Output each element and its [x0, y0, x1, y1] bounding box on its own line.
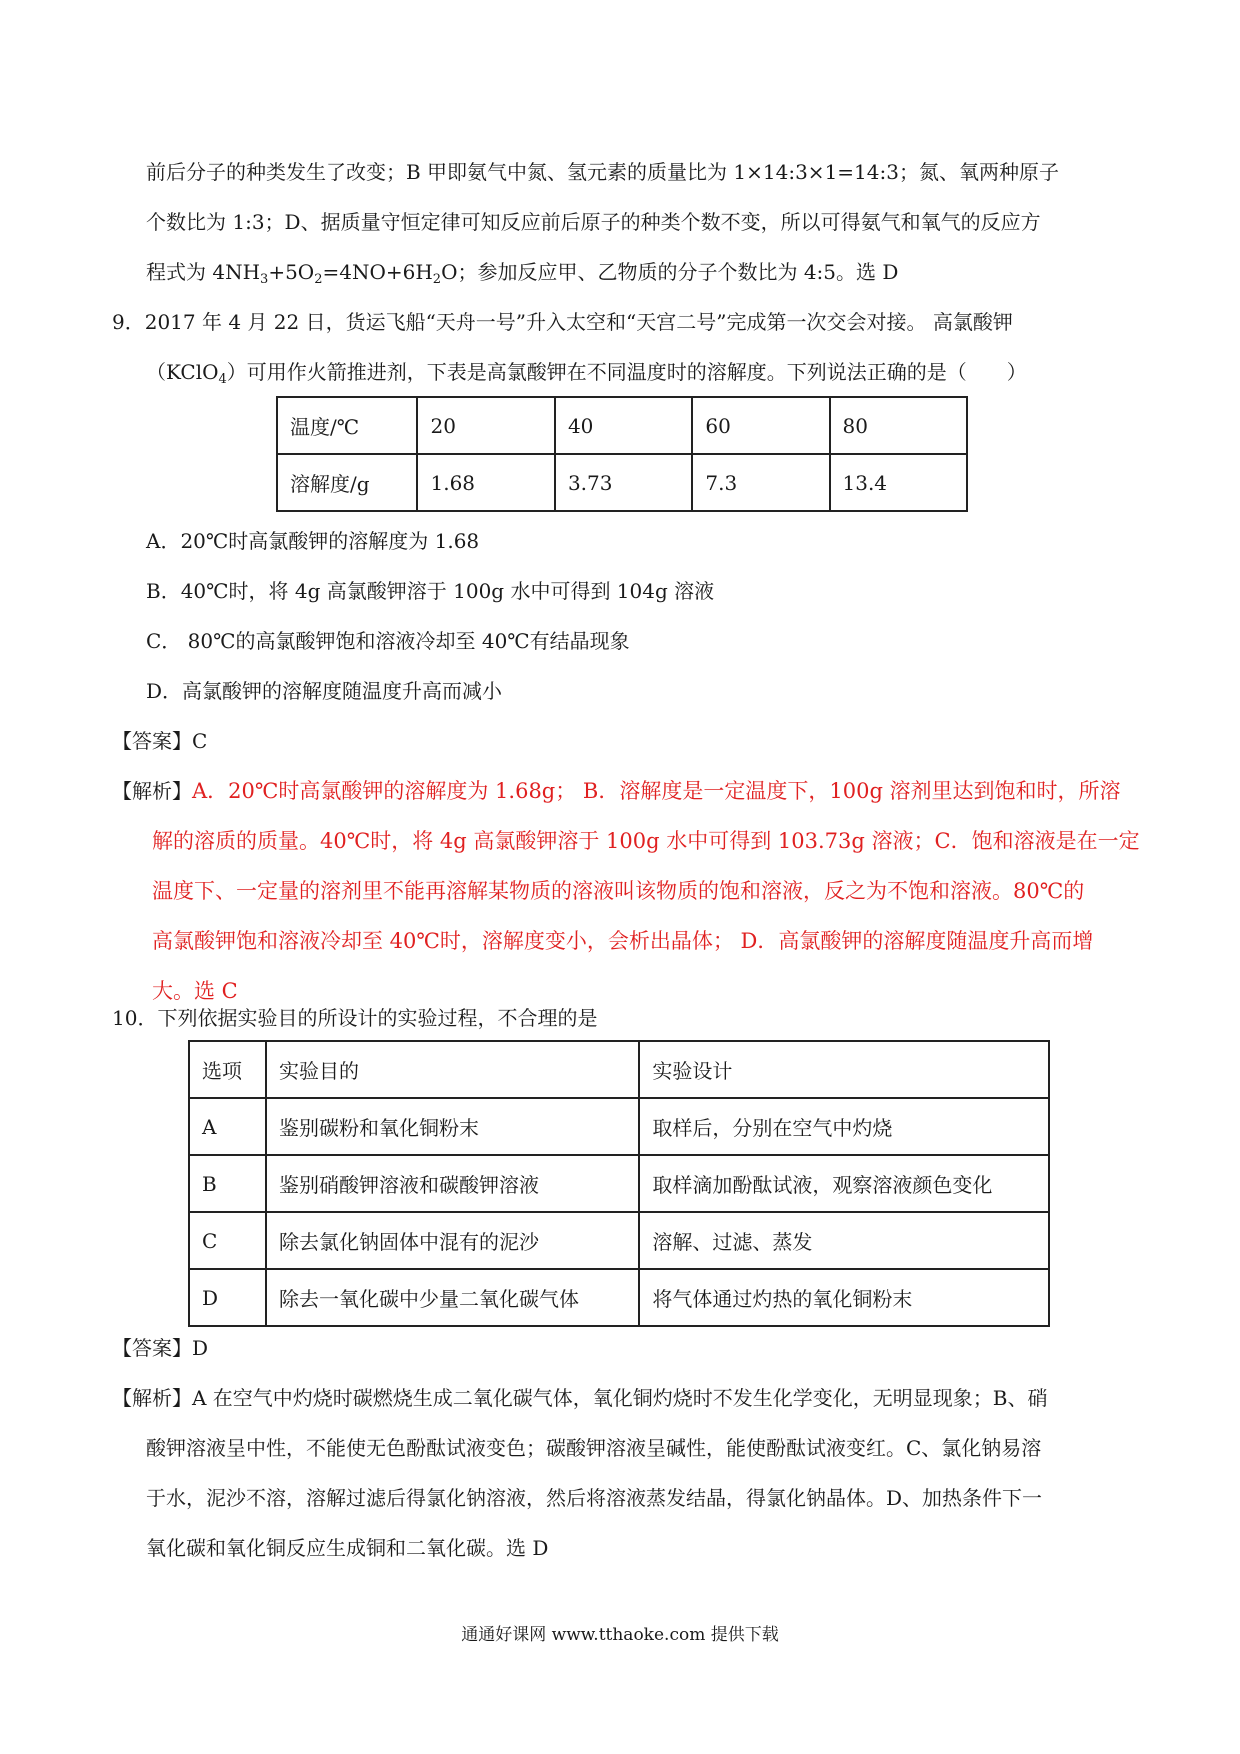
q9-analysis-line-3: 温度下、一定量的溶剂里不能再溶解某物质的溶液叫该物质的饱和溶液，反之为不饱和溶液。80℃的 [152, 879, 1085, 903]
q9-analysis-line-1 [112, 776, 1121, 806]
analysis-label: 【解析】 [112, 1386, 192, 1410]
q10-experiment-table [188, 1040, 1050, 1327]
q9-stem-line-2: （KClO$_4$）可用作火箭推进剂，下表是高氯酸钾在不同温度时的溶解度。下列说法正确的是（ ） [146, 360, 1027, 387]
q9-table-cell: 40 [555, 397, 692, 454]
q10-table-cell: 鉴别硝酸钾溶液和碳酸钾溶液 [266, 1155, 639, 1212]
q10-table-cell: 将气体通过灼热的氧化铜粉末 [639, 1269, 1049, 1326]
prev-explanation-line-1: 前后分子的种类发生了改变；B 甲即氨气中氮、氢元素的质量比为 1×14:3×1=14:3；氮、氧两种原子 [146, 160, 1059, 184]
q9-option-a: A．20℃时高氯酸钾的溶解度为 1.68 [146, 529, 480, 553]
q10-analysis-line-1 [112, 1383, 1048, 1413]
analysis-text: A 在空气中灼烧时碳燃烧生成二氧化碳气体，氧化铜灼烧时不发生化学变化，无明显现象；B、硝 [192, 1386, 1048, 1410]
answer-label: 【答案】 [112, 1336, 192, 1360]
q9-answer [112, 726, 207, 756]
q9-table-cell: 80 [830, 397, 968, 454]
q9-option-b: B．40℃时，将 4g 高氯酸钾溶于 100g 水中可得到 104g 溶液 [146, 579, 715, 603]
page-footer: 通通好课网 www.tthaoke.com 提供下载 [461, 1625, 779, 1645]
q10-table-header-cell: 实验设计 [639, 1041, 1049, 1098]
analysis-label: 【解析】 [112, 779, 192, 803]
q9-analysis-line-4: 高氯酸钾饱和溶液冷却至 40℃时，溶解度变小，会析出晶体； D．高氯酸钾的溶解度随温度升高而增 [152, 929, 1094, 953]
q10-analysis-line-4: 氧化碳和氧化铜反应生成铜和二氧化碳。选 D [146, 1536, 549, 1560]
q9-table-cell: 20 [417, 397, 554, 454]
q10-table-cell: C [189, 1212, 266, 1269]
answer-value: C [192, 729, 208, 753]
prev-explanation-line-3: 程式为 $4NH_3+5O_2=4NO+6H_2O$；参加反应甲、乙物质的分子个数比为 4:5。选 D [146, 260, 899, 287]
q10-table-row-d [189, 1269, 1049, 1326]
q9-stem-line-1: 9．2017 年 4 月 22 日，货运飞船“天舟一号”升入太空和“天宫二号”完成第一次交会对接。 高氯酸钾 [112, 310, 1013, 334]
q10-table-cell: 取样滴加酚酞试液，观察溶液颜色变化 [639, 1155, 1049, 1212]
q9-table-cell: 7.3 [692, 454, 829, 511]
q10-table-cell: A [189, 1098, 266, 1155]
q10-table-cell: 取样后，分别在空气中灼烧 [639, 1098, 1049, 1155]
q10-table-row-c [189, 1212, 1049, 1269]
q9-solubility-table [276, 396, 968, 512]
q10-table-cell: B [189, 1155, 266, 1212]
q9-analysis-line-2: 解的溶质的质量。40℃时，将 4g 高氯酸钾溶于 100g 水中可得到 103.73g 溶液；C．饱和溶液是在一定 [152, 829, 1140, 853]
q9-table-cell: 1.68 [417, 454, 554, 511]
q10-table-header-cell: 选项 [189, 1041, 266, 1098]
q9-table-cell: 13.4 [830, 454, 968, 511]
q9-table-row-solubility [277, 454, 967, 511]
q10-table-cell: D [189, 1269, 266, 1326]
q10-table-cell: 鉴别碳粉和氧化铜粉末 [266, 1098, 639, 1155]
q9-analysis-line-5: 大。选 C [152, 979, 238, 1003]
q10-analysis-line-2: 酸钾溶液呈中性，不能使无色酚酞试液变色；碳酸钾溶液呈碱性，能使酚酞试液变红。C、氯化钠易溶 [146, 1436, 1042, 1460]
q10-table-row-b [189, 1155, 1049, 1212]
q9-option-c: C． 80℃的高氯酸钾饱和溶液冷却至 40℃有结晶现象 [146, 629, 630, 653]
q9-option-d: D．高氯酸钾的溶解度随温度升高而减小 [146, 679, 503, 703]
q9-table-cell: 溶解度/g [277, 454, 417, 511]
q10-table-header-cell: 实验目的 [266, 1041, 639, 1098]
q9-table-cell: 3.73 [555, 454, 692, 511]
q10-stem: 10．下列依据实验目的所设计的实验过程，不合理的是 [112, 1006, 598, 1030]
q10-analysis-line-3: 于水，泥沙不溶，溶解过滤后得氯化钠溶液，然后将溶液蒸发结晶，得氯化钠晶体。D、加热条件下一 [146, 1486, 1043, 1510]
q10-table-cell: 溶解、过滤、蒸发 [639, 1212, 1049, 1269]
q10-table-cell: 除去一氧化碳中少量二氧化碳气体 [266, 1269, 639, 1326]
analysis-text: A．20℃时高氯酸钾的溶解度为 1.68g； B．溶解度是一定温度下，100g 溶剂里达到饱和时，所溶 [192, 779, 1121, 803]
q9-table-cell: 60 [692, 397, 829, 454]
q10-table-header-row [189, 1041, 1049, 1098]
prev-explanation-line-2: 个数比为 1:3；D、据质量守恒定律可知反应前后原子的种类个数不变，所以可得氨气和氧气的反应方 [146, 210, 1041, 234]
answer-label: 【答案】 [112, 729, 192, 753]
q10-table-row-a [189, 1098, 1049, 1155]
q10-table-cell: 除去氯化钠固体中混有的泥沙 [266, 1212, 639, 1269]
q10-answer [112, 1333, 208, 1363]
q9-table-cell: 温度/℃ [277, 397, 417, 454]
answer-value: D [192, 1336, 209, 1360]
q9-table-row-temperature [277, 397, 967, 454]
